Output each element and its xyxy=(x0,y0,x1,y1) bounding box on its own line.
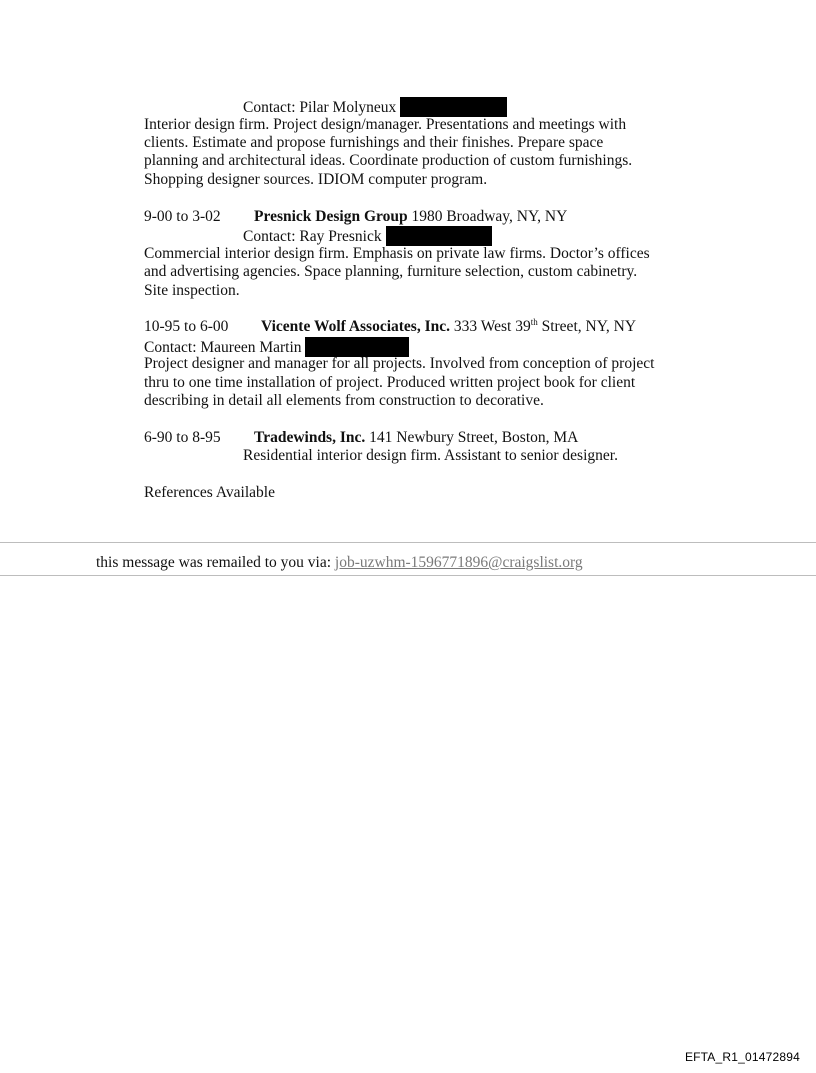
description-line: describing in detail all elements from construction to decorative. xyxy=(144,392,544,409)
job-header-presnick xyxy=(144,208,567,226)
document-id: EFTA_R1_01472894 xyxy=(684,1050,800,1064)
description-line: Interior design firm. Project design/manager. Presentations and meetings with xyxy=(144,116,627,133)
remail-email-link[interactable]: job-uzwhm-1596771896@craigslist.org xyxy=(334,554,583,571)
company-name: Vicente Wolf Associates, Inc. xyxy=(261,318,450,335)
description-line: planning and architectural ideas. Coordinate production of custom furnishings. xyxy=(144,152,633,169)
contact-line-presnick xyxy=(243,226,492,246)
company-address: 1980 Broadway, NY, NY xyxy=(407,208,568,225)
redaction-bar xyxy=(305,337,409,357)
description-line: thru to one time installation of project. Produced written project book for client xyxy=(144,374,636,391)
company-address: 141 Newbury Street, Boston, MA xyxy=(365,429,579,446)
company-address: 333 West 39 xyxy=(450,318,531,335)
description-line: and advertising agencies. Space planning, furniture selection, custom cabinetry. xyxy=(144,263,638,280)
divider-top xyxy=(0,542,816,543)
job-dates: 9-00 to 3-02 xyxy=(144,208,221,225)
contact-line-martin xyxy=(144,337,409,357)
job-header-wolf xyxy=(144,318,636,336)
contact-text: Contact: Pilar Molyneux xyxy=(243,99,397,116)
company-name: Tradewinds, Inc. xyxy=(254,429,366,446)
contact-text: Contact: Maureen Martin xyxy=(144,339,302,356)
description-line: Project designer and manager for all projects. Involved from conception of project xyxy=(144,355,655,372)
references-note: References Available xyxy=(144,484,275,501)
description-line: clients. Estimate and propose furnishings and their finishes. Prepare space xyxy=(144,134,604,151)
contact-text: Contact: Ray Presnick xyxy=(243,228,382,245)
remail-notice xyxy=(96,554,583,572)
description-line: Shopping designer sources. IDIOM computer program. xyxy=(144,171,488,188)
divider-bottom xyxy=(0,575,816,576)
company-name: Presnick Design Group xyxy=(254,208,408,225)
description-line: Commercial interior design firm. Emphasis on private law firms. Doctor’s offices xyxy=(144,245,650,262)
redaction-bar xyxy=(400,97,507,117)
description-line: Residential interior design firm. Assistant to senior designer. xyxy=(243,447,618,464)
description-line: Site inspection. xyxy=(144,282,240,299)
contact-line-molyneux xyxy=(243,97,507,117)
job-header-tradewinds xyxy=(144,429,578,447)
company-address-rest: Street, NY, NY xyxy=(537,318,637,335)
redaction-bar xyxy=(386,226,492,246)
remail-prefix: this message was remailed to you via: xyxy=(96,554,335,571)
ordinal-suffix: th xyxy=(530,317,538,327)
job-dates: 10-95 to 6-00 xyxy=(144,318,229,335)
job-dates: 6-90 to 8-95 xyxy=(144,429,221,446)
